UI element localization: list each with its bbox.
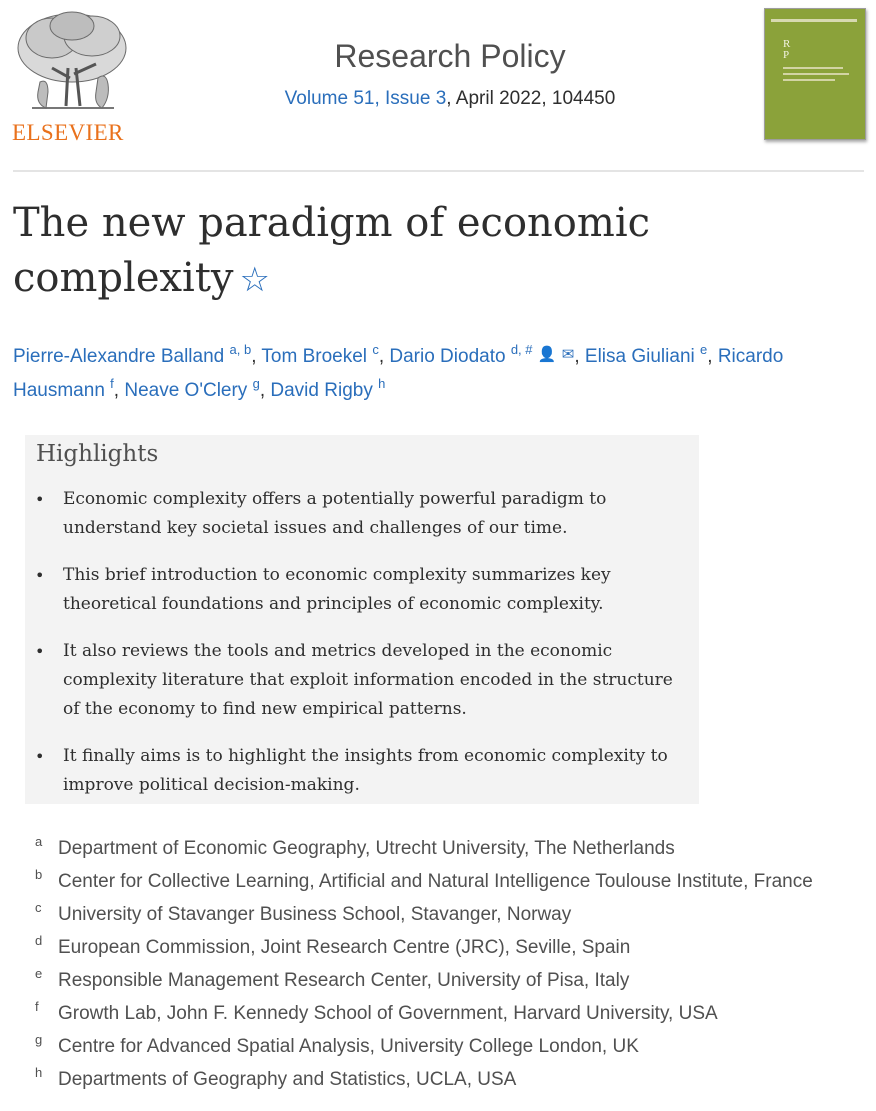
- highlight-item: [25, 561, 699, 619]
- affiliation-item: [0, 1063, 876, 1096]
- affiliation-text: University of Stavanger Business School, Stavanger, Norway: [58, 904, 572, 925]
- affiliation-text: Centre for Advanced Spatial Analysis, University College London, UK: [58, 1036, 639, 1057]
- affiliation-item: [0, 1030, 876, 1063]
- author-list: Pierre-Alexandre Balland $^{a, b}$, Tom Broekel $^c$, Dario Diodato $^{d, \#}$ 👤 ✉, Elisa Giuliani $^e$, Ricardo Hausmann $^f$, Neave O'Clery $^g$, David Rigby $^h$: [13, 342, 784, 401]
- cover-title-graphic: R P: [783, 38, 791, 61]
- affiliation-item: [0, 898, 876, 931]
- author-affiliation-sup[interactable]: e: [700, 342, 708, 357]
- affiliation-label: a: [35, 834, 43, 849]
- bullet-icon: •: [35, 747, 45, 766]
- author-affiliation-sup[interactable]: g: [252, 376, 260, 391]
- author-name[interactable]: Elisa Giuliani: [584, 346, 695, 367]
- affiliation-text: Center for Collective Learning, Artificial and Natural Intelligence Toulouse Institute, France: [58, 871, 813, 892]
- elsevier-logo[interactable]: [12, 8, 134, 144]
- highlight-text: Economic complexity offers a potentially powerful paradigm to understand key societal issues and challenges of our time.: [63, 489, 607, 538]
- highlight-text: This brief introduction to economic complexity summarizes key theoretical foundations and principles of economic complexity.: [63, 565, 611, 614]
- affiliation-item: [0, 931, 876, 964]
- affiliation-text: Departments of Geography and Statistics, UCLA, USA: [58, 1069, 517, 1090]
- header-divider: [13, 170, 864, 172]
- highlight-item: [25, 485, 699, 543]
- highlights-heading: Highlights: [36, 441, 159, 467]
- journal-title[interactable]: Research Policy: [334, 38, 566, 74]
- cover-text-line: [783, 73, 849, 75]
- affiliation-text: Responsible Management Research Center, University of Pisa, Italy: [58, 970, 630, 991]
- author-name[interactable]: Pierre-Alexandre Balland: [13, 346, 225, 367]
- highlight-text: It finally aims is to highlight the insights from economic complexity to improve political decision-making.: [63, 746, 668, 795]
- affiliation-item: [0, 997, 876, 1030]
- author-affiliation-sup[interactable]: c: [372, 342, 379, 357]
- highlight-text: It also reviews the tools and metrics developed in the economic complexity literature that exploit information encoded in the structure of the economy to find new empirical patterns.: [63, 641, 673, 719]
- article-title: [13, 196, 713, 308]
- affiliation-item: [0, 832, 876, 865]
- affiliations-list: [0, 832, 876, 1096]
- author-affiliation-sup[interactable]: a, b: [229, 342, 252, 357]
- affiliation-text: European Commission, Joint Research Centre (JRC), Seville, Spain: [58, 937, 631, 958]
- affiliation-item: [0, 865, 876, 898]
- article-title-text: The new paradigm of economic complexity: [13, 200, 651, 301]
- journal-cover-thumbnail[interactable]: [764, 8, 866, 140]
- affiliation-label: d: [35, 933, 43, 948]
- affiliation-label: g: [35, 1032, 43, 1047]
- author-affiliation-sup[interactable]: d, #: [510, 342, 533, 357]
- volume-issue-link[interactable]: Volume 51, Issue 3: [284, 88, 447, 109]
- publication-date-article-number: , April 2022, 104450: [446, 88, 616, 109]
- author-name[interactable]: Tom Broekel: [261, 346, 368, 367]
- author-name[interactable]: Ricardo Hausmann: [13, 346, 784, 401]
- author-name[interactable]: Neave O'Clery: [124, 380, 248, 401]
- author-name[interactable]: David Rigby: [270, 380, 373, 401]
- affiliation-item: [0, 964, 876, 997]
- author-affiliation-sup[interactable]: f: [110, 376, 114, 391]
- title-footnote-star-icon[interactable]: ☆: [239, 260, 270, 300]
- affiliation-label: e: [35, 966, 43, 981]
- cover-text-line: [783, 67, 843, 69]
- elsevier-wordmark: ELSEVIER: [12, 120, 124, 145]
- issue-info: [140, 88, 760, 110]
- bullet-icon: •: [35, 490, 45, 509]
- corresponding-author-person-icon[interactable]: 👤: [537, 346, 557, 363]
- affiliation-text: Growth Lab, John F. Kennedy School of Government, Harvard University, USA: [58, 1003, 718, 1024]
- affiliation-text: Department of Economic Geography, Utrecht University, The Netherlands: [58, 838, 675, 859]
- affiliation-label: b: [35, 867, 43, 882]
- highlight-item: [25, 742, 699, 800]
- affiliation-label: c: [35, 900, 42, 915]
- highlights-panel: [25, 435, 699, 804]
- affiliation-label: h: [35, 1065, 43, 1080]
- author-name[interactable]: Dario Diodato: [389, 346, 506, 367]
- cover-top-bar: [771, 19, 857, 22]
- cover-text-line: [783, 79, 835, 81]
- elsevier-tree-icon: [12, 8, 134, 118]
- email-icon[interactable]: ✉: [561, 346, 575, 363]
- affiliation-label: f: [35, 999, 39, 1014]
- bullet-icon: •: [35, 566, 45, 585]
- highlight-item: [25, 637, 699, 724]
- highlights-list: [25, 485, 699, 818]
- bullet-icon: •: [35, 642, 45, 661]
- author-affiliation-sup[interactable]: h: [378, 376, 386, 391]
